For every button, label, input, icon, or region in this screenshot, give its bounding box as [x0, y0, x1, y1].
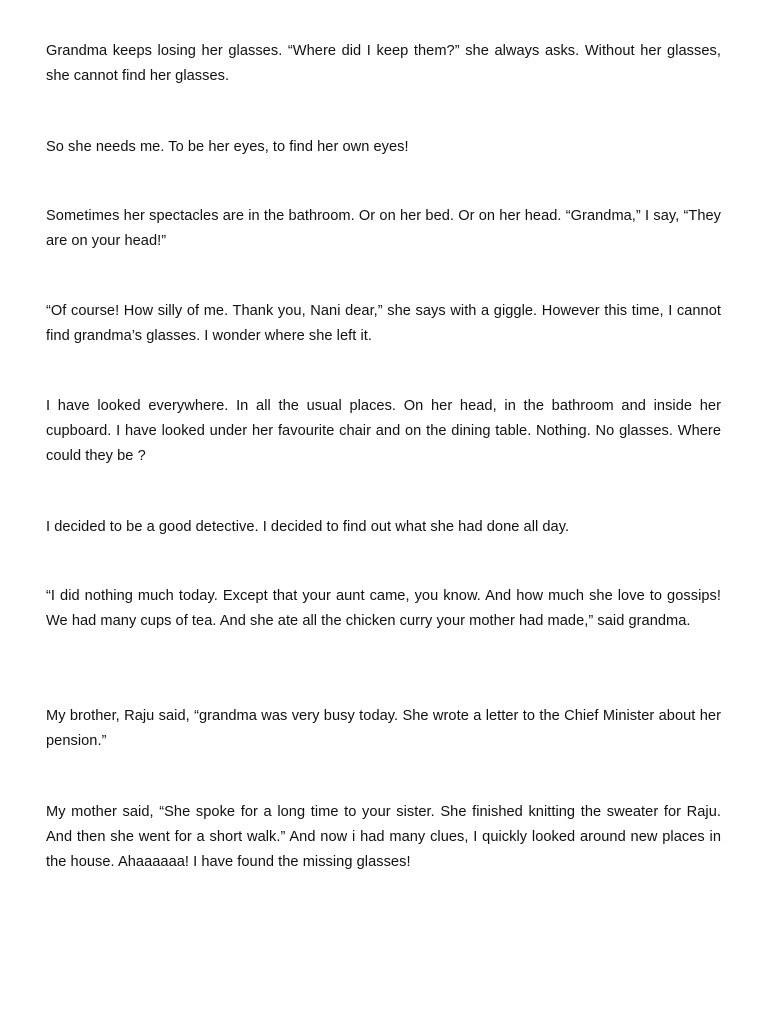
paragraph-3: Sometimes her spectacles are in the bathroom. Or on her bed. Or on her head. “Grandma,” I say, “They are on your head!” [46, 208, 721, 249]
paragraph-8: My brother, Raju said, “grandma was very busy today. She wrote a letter to the Chief Minister about her pension.” [46, 708, 721, 749]
paragraph-1: Grandma keeps losing her glasses. “Where did I keep them?” she always asks. Without her glasses, she cannot find her glasses. [46, 43, 721, 84]
paragraph-5: I have looked everywhere. In all the usual places. On her head, in the bathroom and inside her cupboard. I have looked under her favourite chair and on the dining table. Nothing. No glasses. Where could they be ? [46, 398, 721, 464]
paragraph-6: I decided to be a good detective. I decided to find out what she had done all day. [46, 519, 570, 535]
paragraph-9: My mother said, “She spoke for a long time to your sister. She finished knitting the sweater for Raju. And then she went for a short walk.” And now i had many clues, I quickly looked around new places in the house. Ahaaaaaa! I have found the missing glasses! [46, 804, 721, 870]
paragraph-7: “I did nothing much today. Except that your aunt came, you know. And how much she love to gossips! We had many cups of tea. And she ate all the chicken curry your mother had made,” said grandma. [46, 588, 721, 629]
paragraph-2: So she needs me. To be her eyes, to find her own eyes! [46, 139, 409, 155]
paragraph-4: “Of course! How silly of me. Thank you, Nani dear,” she says with a giggle. However this time, I cannot find grandma’s glasses. I wonder where she left it. [46, 303, 721, 344]
